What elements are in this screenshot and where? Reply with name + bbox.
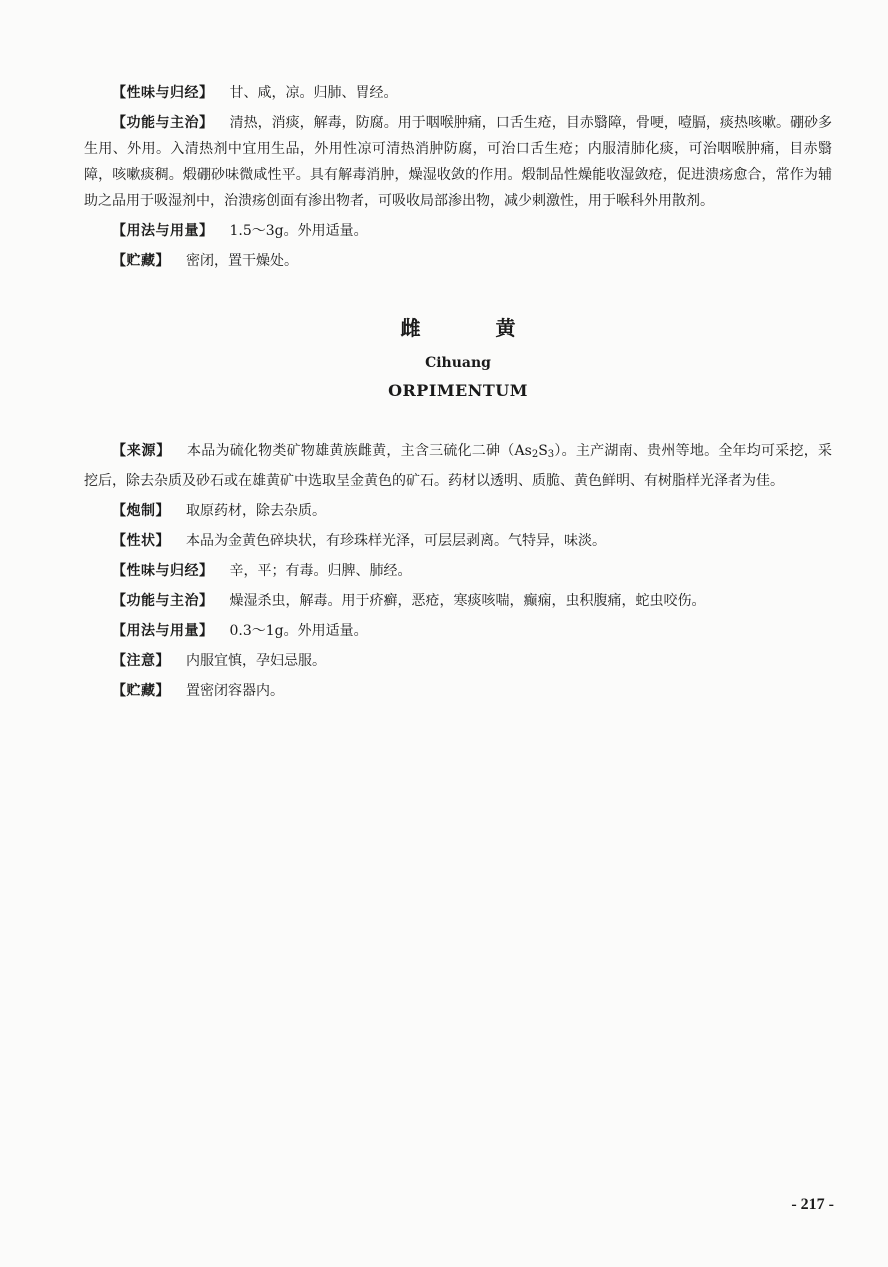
paragraph-text: 甘、咸，凉。归肺、胃经。	[229, 85, 398, 101]
paragraph-function-indication	[84, 110, 832, 214]
paragraph-text: ）。主产湖南、贵州等地。全年均可采挖，采挖后，除去杂质及砂石或在雄黄矿中选取呈金黄色的矿石。药材以透明、质脆、黄色鲜明、有树脂样光泽者为佳。	[84, 443, 833, 489]
paragraph-text: 本品为硫化物类矿物雄黄族雌黄，主含三硫化二砷（As	[186, 443, 532, 459]
paragraph-source	[84, 438, 832, 494]
paragraph-storage	[84, 678, 832, 704]
subscript: 2	[531, 449, 539, 460]
section-tag: 【用法与用量】	[112, 623, 214, 639]
entry-pinyin: Cihuang	[425, 355, 491, 371]
paragraph-function-indication	[84, 588, 832, 614]
section-tag: 【性状】	[112, 533, 170, 549]
page-content	[84, 80, 832, 708]
paragraph-text: 0.3～1g。外用适量。	[229, 623, 368, 639]
paragraph-text: 1.5～3g。外用适量。	[229, 223, 368, 239]
paragraph-text: 本品为金黄色碎块状，有珍珠样光泽，可层层剥离。气特异，味淡。	[186, 533, 606, 549]
section-tag: 【功能与主治】	[112, 593, 214, 609]
entry-title: 雌 黄	[400, 316, 550, 340]
paragraph-caution	[84, 648, 832, 674]
section-tag: 【性味与归经】	[112, 563, 214, 579]
section-tag: 【炮制】	[112, 503, 170, 519]
section-tag: 【用法与用量】	[112, 223, 214, 239]
paragraph-usage-dosage	[84, 218, 832, 244]
paragraph-text: 置密闭容器内。	[186, 683, 284, 699]
paragraph-text: 取原药材，除去杂质。	[186, 503, 326, 519]
section-tag: 【贮藏】	[112, 253, 170, 269]
paragraph-text: 清热，消痰，解毒，防腐。用于咽喉肿痛，口舌生疮，目赤翳障，骨哽，噎膈，痰热咳嗽。硼砂多生用、外用。入清热剂中宜用生品，外用性凉可清热消肿防腐，可治口舌生疮；内服清肺化痰，可治咽喉肿痛，目赤翳障，咳嗽痰稠。煅硼砂味微咸性平。具有解毒消肿，燥湿收敛的作用。煅制品性燥能收湿敛疮，促进溃疡愈合，常作为辅助之品用于吸湿剂中，治溃疡创面有渗出物者，可吸收局部渗出物，减少刺激性，用于喉科外用散剂。	[84, 115, 833, 209]
paragraph-nature-meridian	[84, 558, 832, 584]
paragraph-text: 辛，平；有毒。归脾、肺经。	[229, 563, 412, 579]
paragraph-storage	[84, 248, 832, 274]
paragraph-processing	[84, 498, 832, 524]
section-tag: 【贮藏】	[112, 683, 170, 699]
entry-latin-name: ORPIMENTUM	[388, 381, 528, 400]
section-tag: 【性味与归经】	[112, 85, 214, 101]
paragraph-usage-dosage	[84, 618, 832, 644]
subscript: 3	[547, 449, 555, 460]
paragraph-text: 密闭，置干燥处。	[186, 253, 298, 269]
section-tag: 【注意】	[112, 653, 170, 669]
formula-part: S	[538, 443, 548, 459]
paragraph-character	[84, 528, 832, 554]
section-tag: 【功能与主治】	[112, 115, 214, 131]
paragraph-nature-meridian	[84, 80, 832, 106]
paragraph-text: 内服宜慎，孕妇忌服。	[186, 653, 326, 669]
paragraph-text: 燥湿杀虫，解毒。用于疥癣，恶疮，寒痰咳喘，癫痫，虫积腹痛，蛇虫咬伤。	[229, 593, 706, 609]
section-tag: 【来源】	[112, 443, 171, 459]
page-number: - 217 -	[791, 1196, 834, 1213]
